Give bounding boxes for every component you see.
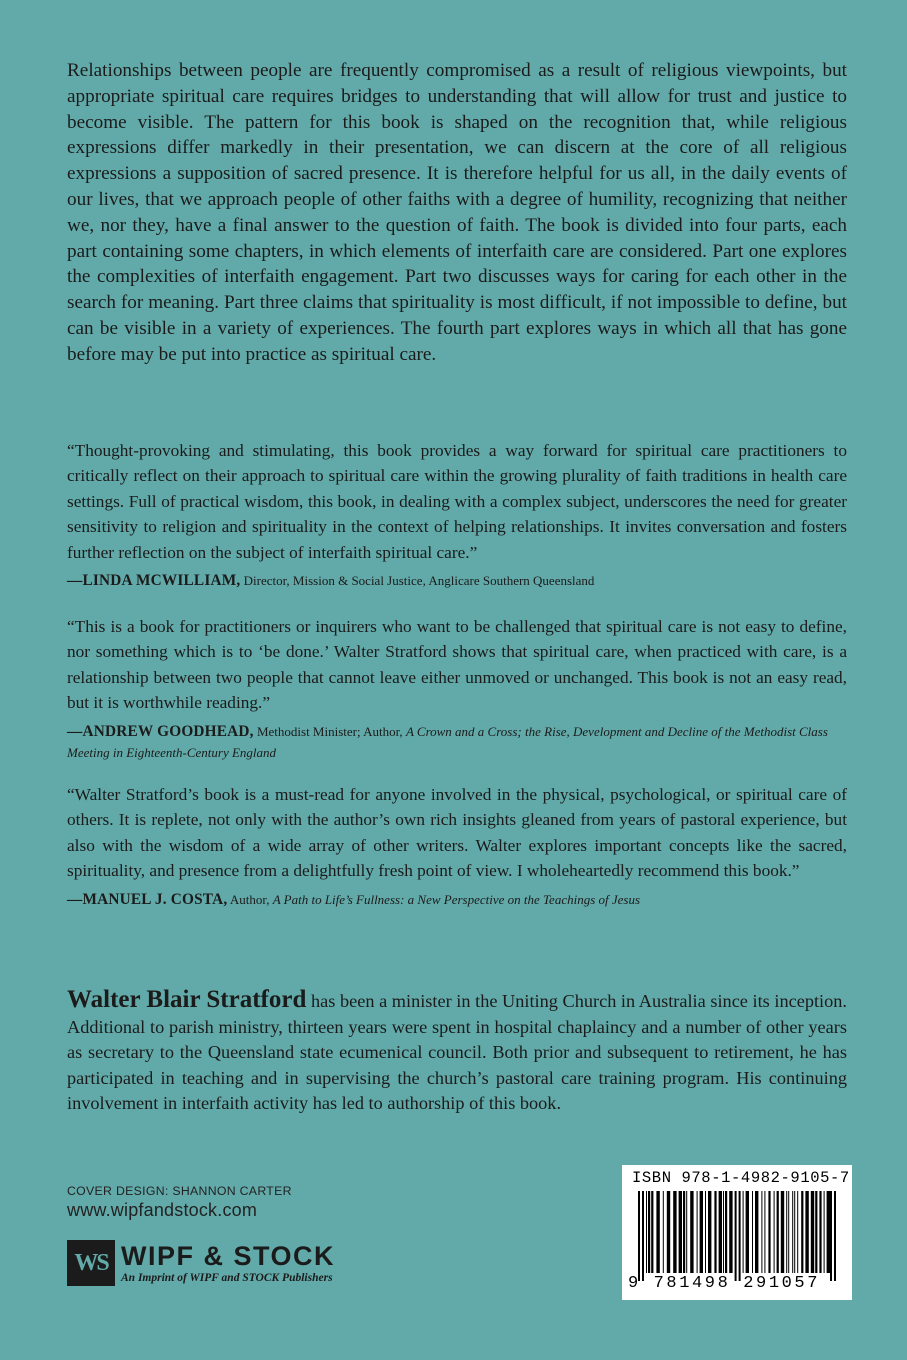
- back-cover-blurb: Relationships between people are frequently compromised as a result of religious viewpoints, but appropriate spiritual care requires bridges to understanding that will allow for trust and justice to become visible. The pattern for this book is shaped on the recognition that, while religious expressions differ markedly in their presentation, we can discern at the core of all religious expressions a supposition of sacred presence. It is therefore helpful for us all, in the daily events of our lives, that we approach people of other faiths with a degree of humility, recognizing that neither we, nor they, have a final answer to the question of faith. The book is divided into four parts, each part containing some chapters, in which elements of interfaith care are considered. Part one explores the complexities of interfaith engagement. Part two discusses ways for caring for each other in the search for meaning. Part three claims that spirituality is most difficult, if not impossible to define, but can be visible in a variety of experiences. The fourth part explores ways in which all that has gone before may be put into practice as spiritual care.: [67, 60, 847, 365]
- endorsement-attribution: [67, 570, 847, 591]
- barcode-bar: [788, 1191, 789, 1273]
- barcode-bar: [811, 1191, 814, 1273]
- barcode-bar: [834, 1191, 836, 1281]
- barcode-bar: [723, 1191, 724, 1273]
- barcode-bar: [700, 1191, 703, 1273]
- barcode-bar: [768, 1191, 770, 1273]
- barcode-bar: [805, 1191, 808, 1273]
- endorser-work-title: A Crown and a Cross; the Rise, Development and Decline of the Methodist Class Meeting in Eighteenth-Century England: [67, 723, 828, 760]
- endorser-role: Director, Mission & Social Justice, Anglicare Southern Queensland: [240, 573, 595, 589]
- barcode-bar: [648, 1191, 650, 1273]
- barcode-bar: [705, 1191, 706, 1273]
- endorsement: [67, 782, 847, 910]
- barcode-bar: [729, 1191, 732, 1273]
- barcode-bar: [708, 1191, 711, 1273]
- endorser-role: Methodist Minister; Author,: [253, 723, 406, 739]
- author-bio: [67, 987, 847, 1117]
- barcode-bar: [801, 1191, 803, 1273]
- barcode-bar: [830, 1191, 832, 1281]
- isbn-barcode: [622, 1165, 852, 1300]
- barcode-bar: [638, 1191, 640, 1281]
- barcode-bar: [752, 1191, 753, 1273]
- barcode-bar: [667, 1191, 670, 1273]
- author-bio-text: has been a minister in the Uniting Church in Australia since its inception. Additional to parish ministry, thirteen years were spent in hospital chaplaincy and a number of other years as secretary to the Queensland state ecumenical council. Both prior and subsequent to retirement, he has participated in teaching and in supervising the church’s pastoral care training program. His continuing involvement in interfaith activity has led to authorship of this book.: [67, 991, 847, 1113]
- barcode-bar: [746, 1191, 749, 1273]
- endorser-role: Author,: [227, 891, 273, 907]
- endorser-name: —MANUEL J. COSTA,: [67, 890, 228, 908]
- barcode-bar: [646, 1191, 647, 1273]
- barcode-bar: [683, 1191, 685, 1273]
- endorsement-attribution: [67, 721, 847, 763]
- barcode-bar: [690, 1191, 693, 1273]
- barcode-bar: [819, 1191, 821, 1273]
- barcode-bar: [642, 1191, 644, 1281]
- endorser-name: —LINDA MCWILLIAM,: [67, 572, 241, 590]
- endorsement-attribution: [67, 889, 847, 910]
- barcode-bar: [725, 1191, 727, 1273]
- barcode-bar: [786, 1191, 787, 1273]
- barcode-bar: [777, 1191, 779, 1273]
- barcode-bar: [651, 1191, 653, 1273]
- barcode-bar: [781, 1191, 784, 1273]
- endorsement-quote: “Walter Stratford’s book is a must-read for anyone involved in the physical, psychological, or spiritual care of others. It is replete, not only with the author’s own rich insights gleaned from years of pastoral experience, but also with the wisdom of a wide array of other writers. Walter explores important concepts like the sacred, spirituality, and presence from a delightfully fresh point of view. I wholeheartedly recommend this book.”: [67, 785, 847, 881]
- publisher-logo: [67, 1240, 335, 1286]
- barcode-bar: [827, 1191, 830, 1273]
- barcode-bar: [764, 1191, 765, 1273]
- barcode-bar: [663, 1191, 664, 1273]
- barcode-bar: [673, 1191, 676, 1273]
- credits: [67, 1184, 292, 1221]
- cover-design-credit: COVER DESIGN: SHANNON CARTER: [67, 1184, 292, 1198]
- endorser-work-title: A Path to Life’s Fullness: a New Perspective on the Teachings of Jesus: [272, 891, 641, 907]
- barcode-bar: [719, 1191, 722, 1273]
- publisher-name: WIPF & STOCK: [121, 1241, 336, 1271]
- barcode-bar: [714, 1191, 716, 1273]
- barcode-bar: [792, 1191, 793, 1273]
- isbn-label: ISBN 978-1-4982-9105-7: [632, 1169, 850, 1187]
- ws-logo-icon: WS: [67, 1240, 115, 1286]
- barcode-bar: [697, 1191, 698, 1273]
- publisher-imprint: An Imprint of WIPF and STOCK Publishers: [121, 1272, 333, 1284]
- endorsement: [67, 438, 847, 591]
- barcode-bar: [686, 1191, 687, 1273]
- barcode-bar: [735, 1191, 737, 1281]
- author-name: Walter Blair Stratford: [67, 986, 307, 1013]
- endorser-name: —ANDREW GOODHEAD,: [67, 722, 254, 740]
- barcode-bar: [794, 1191, 795, 1273]
- barcode-bar: [743, 1191, 744, 1273]
- endorsement-quote: “This is a book for practitioners or inquirers who want to be challenged that spiritual care is not easy to define, nor something which is to ‘be done.’ Walter Stratford shows that spiritual care, when practiced with care, is a relationship between two people that cannot leave either unmoved or unchanged. This book is not an easy read, but it is worthwhile reading.”: [67, 617, 847, 713]
- barcode-digits: 9 781498 291057: [628, 1274, 821, 1293]
- endorsement: [67, 614, 847, 763]
- barcode-bar: [739, 1191, 741, 1281]
- publisher-website: www.wipfandstock.com: [67, 1200, 258, 1220]
- barcode-bar: [761, 1191, 762, 1273]
- barcode-bar: [824, 1191, 825, 1273]
- barcode-bar: [797, 1191, 798, 1273]
- barcode-bar: [755, 1191, 758, 1273]
- barcode-bar: [774, 1191, 775, 1273]
- endorsement-quote: “Thought-provoking and stimulating, this book provides a way forward for spiritual care practitioners to critically reflect on their approach to spiritual care within the growing plurality of faith traditions in health care settings. Full of practical wisdom, this book, in dealing with a complex subject, underscores the need for greater sensitivity to religion and spirituality in the context of helping relationships. It invites conversation and fosters further reflection on the subject of interfaith spiritual care.”: [67, 441, 847, 562]
- barcode-bar: [815, 1191, 817, 1273]
- barcode-bar: [656, 1191, 659, 1273]
- barcode-bar: [679, 1191, 682, 1273]
